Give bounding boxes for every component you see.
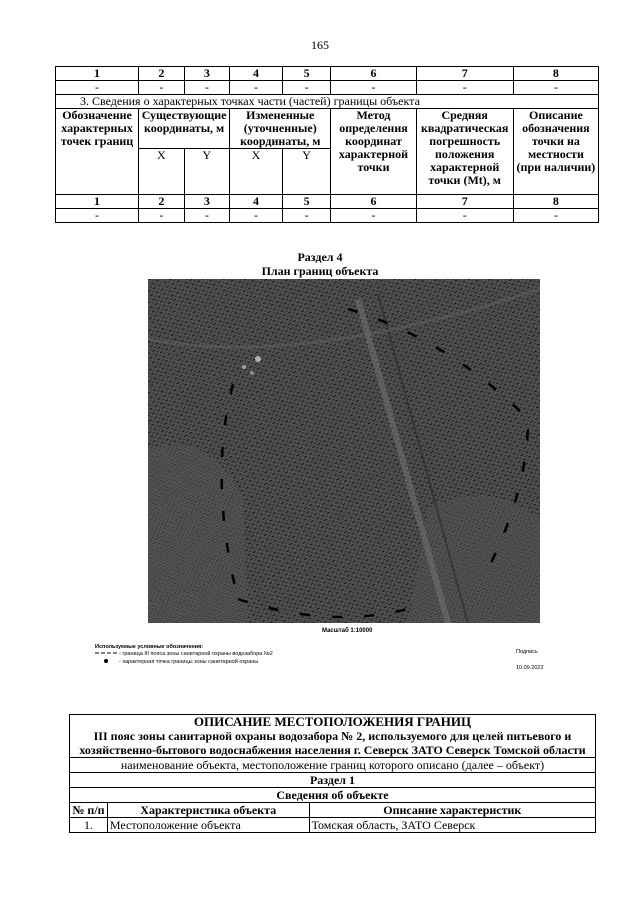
sign-date: 10.09.2022 <box>516 665 544 671</box>
cell: - <box>513 209 598 223</box>
cell: - <box>56 209 139 223</box>
characteristic-points-table <box>55 66 599 223</box>
cell: - <box>331 81 416 95</box>
header-characteristic: Характеристика объекта <box>107 803 309 818</box>
table-header-row <box>70 803 596 818</box>
header-method: Метод определения координат характерной точки <box>331 109 416 195</box>
cell: 3 <box>184 67 230 81</box>
cell: 2 <box>139 67 185 81</box>
table-row <box>56 67 599 81</box>
object-note: наименование объекта, местоположение границ которого описано (далее – объект) <box>70 758 596 773</box>
legend-item-label: - характерная точка границы зоны санитарной охраны <box>119 659 259 665</box>
table-row <box>56 209 599 223</box>
table-row <box>70 788 596 803</box>
cell: - <box>513 81 598 95</box>
cell: 1 <box>56 67 139 81</box>
cell: 8 <box>513 195 598 209</box>
legend-item <box>95 651 273 658</box>
header-description: Описание обозначения точки на местности (при наличии) <box>513 109 598 195</box>
cell: 8 <box>513 67 598 81</box>
cell: 3 <box>184 195 230 209</box>
point-icon <box>95 658 119 667</box>
cell: 5 <box>282 67 331 81</box>
cell: - <box>184 209 230 223</box>
doc-title: ОПИСАНИЕ МЕСТОПОЛОЖЕНИЯ ГРАНИЦ <box>193 714 472 729</box>
table-row <box>56 81 599 95</box>
legend-item-label: - граница III пояса зоны санитарной охраны водозабора №2 <box>119 651 273 657</box>
table-row <box>56 195 599 209</box>
header-y: Y <box>184 149 230 195</box>
header-existing: Существующие координаты, м <box>139 109 230 149</box>
cell: 2 <box>139 195 185 209</box>
cell: - <box>139 209 185 223</box>
cell: 5 <box>282 195 331 209</box>
row-num: 1. <box>70 818 108 833</box>
row-characteristic: Местоположение объекта <box>107 818 309 833</box>
table-row <box>70 773 596 788</box>
legend-item <box>95 658 273 667</box>
header-error: Средняя квадратическая погрешность положения характерной точки (Мt), м <box>416 109 513 195</box>
header-x: X <box>230 149 283 195</box>
cell: - <box>331 209 416 223</box>
row-description: Томская область, ЗАТО Северск <box>309 818 595 833</box>
header-description: Описание характеристик <box>309 803 595 818</box>
legend-title: Используемые условные обозначения: <box>95 644 204 650</box>
section-subtitle: План границ объекта <box>261 264 379 278</box>
cell: - <box>282 81 331 95</box>
boundary-description-table <box>69 714 596 833</box>
cell: 6 <box>331 195 416 209</box>
cell: - <box>56 81 139 95</box>
cell: 7 <box>416 195 513 209</box>
cell: 4 <box>230 67 283 81</box>
cell: 1 <box>56 195 139 209</box>
table-header-row <box>56 109 599 149</box>
table-row <box>70 715 596 758</box>
table-row <box>56 95 599 109</box>
page-number: 165 <box>311 38 329 52</box>
header-changed: Измененные (уточненные) координаты, м <box>230 109 331 149</box>
header-y: Y <box>282 149 331 195</box>
cell: - <box>184 81 230 95</box>
doc-subtitle: III пояс зоны санитарной охраны водозабора № 2, используемого для целей питьевого и хозяйственно-бытового водоснабжения населения г. Северск ЗАТО Северск Томской области <box>79 729 586 757</box>
cell: - <box>416 209 513 223</box>
section-title: Раздел 1 <box>70 773 596 788</box>
section-title: Раздел 4 <box>297 250 343 264</box>
cell: - <box>282 209 331 223</box>
cell: 4 <box>230 195 283 209</box>
header-designation: Обозначение характерных точек границ <box>56 109 139 195</box>
map-legend <box>95 644 273 667</box>
cell: - <box>230 81 283 95</box>
header-num: № п/п <box>70 803 108 818</box>
sign-label: Подпись <box>516 649 538 655</box>
table-row <box>70 818 596 833</box>
boundary-line-icon <box>95 651 119 658</box>
table-row <box>70 758 596 773</box>
cell: - <box>416 81 513 95</box>
section-heading <box>0 250 640 278</box>
cell: 6 <box>331 67 416 81</box>
section-title: 3. Сведения о характерных точках части (частей) границы объекта <box>56 95 599 109</box>
map-image <box>148 279 540 623</box>
header-x: X <box>139 149 185 195</box>
map-scale: Масштаб 1:10000 <box>322 628 373 634</box>
cell: - <box>139 81 185 95</box>
signature-block <box>516 644 544 676</box>
cell: - <box>230 209 283 223</box>
boundary-map <box>148 279 540 623</box>
cell: 7 <box>416 67 513 81</box>
section-subtitle: Сведения об объекте <box>70 788 596 803</box>
